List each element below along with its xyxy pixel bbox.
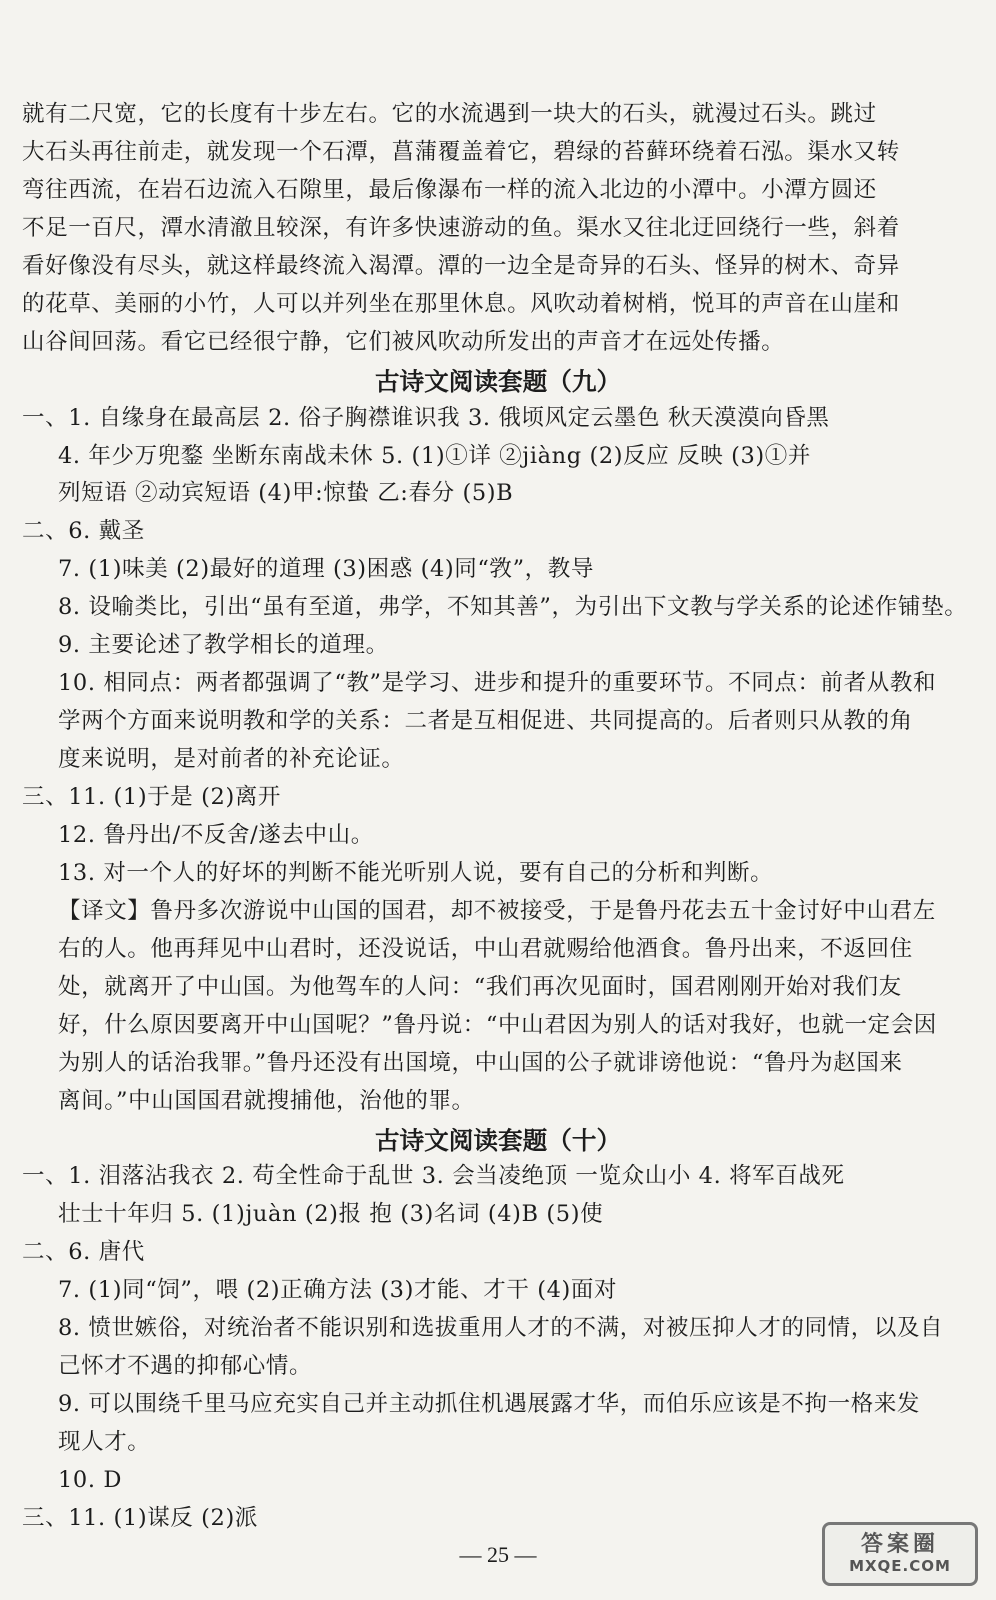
answer-line: 8. 愤世嫉俗，对统治者不能识别和选拔重用人才的不满，对被压抑人才的同情，以及自 [58, 1315, 944, 1341]
translation-line: 好，什么原因要离开中山国呢？”鲁丹说：“中山君因为别人的话对我好，也就一定会因 [58, 1012, 937, 1038]
answer-line: 二、6. 唐代 [22, 1239, 145, 1265]
answer-line: 列短语 ②动宾短语 (4)甲:惊蛰 乙:春分 (5)B [58, 480, 514, 506]
answer-line: 10. D [58, 1467, 122, 1493]
intro-line: 山谷间回荡。看它已经很宁静，它们被风吹动所发出的声音才在远处传播。 [22, 329, 785, 355]
answer-line: 7. (1)味美 (2)最好的道理 (3)困惑 (4)同“敩”，教导 [58, 556, 594, 582]
answer-line: 学两个方面来说明教和学的关系：二者是互相促进、共同提高的。后者则只从教的角 [58, 708, 913, 734]
section-title: 古诗文阅读套题（九） [374, 367, 622, 396]
answer-line: 三、11. (1)谋反 (2)派 [22, 1505, 258, 1531]
answer-line: 度来说明，是对前者的补充论证。 [58, 746, 405, 772]
answer-line: 壮士十年归 5. (1)juàn (2)报 抱 (3)名词 (4)B (5)使 [58, 1201, 604, 1227]
translation-line: 为别人的话治我罪。”鲁丹还没有出国境，中山国的公子就诽谤他说：“鲁丹为赵国来 [58, 1050, 903, 1076]
answer-line: 12. 鲁丹出/不反舍/遂去中山。 [58, 822, 374, 848]
answer-line: 一、1. 泪落沾我衣 2. 苟全性命于乱世 3. 会当凌绝顶 一览众山小 4. 将军百战死 [22, 1163, 845, 1189]
translation-line: 右的人。他再拜见中山君时，还没说话，中山君就赐给他酒食。鲁丹出来，不返回住 [58, 936, 913, 962]
answer-line: 现人才。 [58, 1429, 151, 1455]
answer-line: 一、1. 自缘身在最高层 2. 俗子胸襟谁识我 3. 俄顷风定云墨色 秋天漠漠向昏黑 [22, 405, 830, 431]
answer-line: 13. 对一个人的好坏的判断不能光听别人说，要有自己的分析和判断。 [58, 860, 774, 886]
site-logo [822, 1522, 978, 1586]
answer-line: 4. 年少万兜鍪 坐断东南战未休 5. (1)①详 ②jiàng (2)反应 反映 (3)①并 [58, 443, 811, 469]
answer-line: 二、6. 戴圣 [22, 518, 145, 544]
answer-line: 三、11. (1)于是 (2)离开 [22, 784, 282, 810]
intro-line: 看好像没有尽头，就这样最终流入渴潭。潭的一边全是奇异的石头、怪异的树木、奇异 [22, 253, 900, 279]
answer-line: 9. 可以围绕千里马应充实自己并主动抓住机遇展露才华，而伯乐应该是不拘一格来发 [58, 1391, 921, 1417]
answer-line: 7. (1)同“饲”，喂 (2)正确方法 (3)才能、才干 (4)面对 [58, 1277, 618, 1303]
translation-line: 处，就离开了中山国。为他驾车的人问：“我们再次见面时，国君刚刚开始对我们友 [58, 974, 902, 1000]
section-title: 古诗文阅读套题（十） [374, 1126, 622, 1155]
logo-text: 答案圈 [860, 1532, 939, 1557]
translation-line: 【译文】鲁丹多次游说中山国的国君，却不被接受，于是鲁丹花去五十金讨好中山君左 [58, 898, 936, 924]
answer-line: 己怀才不遇的抑郁心情。 [58, 1353, 313, 1379]
answer-line: 10. 相同点：两者都强调了“教”是学习、进步和提升的重要环节。不同点：前者从教和 [58, 670, 937, 696]
intro-line: 就有二尺宽，它的长度有十步左右。它的水流遇到一块大的石头，就漫过石头。跳过 [22, 101, 877, 127]
answer-line: 9. 主要论述了教学相长的道理。 [58, 632, 389, 658]
page-number: — 25 — [459, 1542, 537, 1567]
intro-line: 弯往西流，在岩石边流入石隙里，最后像瀑布一样的流入北边的小潭中。小潭方圆还 [22, 177, 877, 203]
answer-line: 8. 设喻类比，引出“虽有至道，弗学，不知其善”，为引出下文教与学关系的论述作铺垫。 [58, 594, 968, 620]
logo-domain: MXQE.COM [849, 1557, 951, 1575]
translation-line: 离间。”中山国国君就搜捕他，治他的罪。 [58, 1088, 475, 1114]
intro-line: 不足一百尺，潭水清澈且较深，有许多快速游动的鱼。渠水又往北迂回绕行一些，斜着 [22, 215, 900, 241]
intro-line: 的花草、美丽的小竹，人可以并列坐在那里休息。风吹动着树梢，悦耳的声音在山崖和 [22, 291, 900, 317]
intro-line: 大石头再往前走，就发现一个石潭，菖蒲覆盖着它，碧绿的苔藓环绕着石泓。渠水又转 [22, 139, 900, 165]
